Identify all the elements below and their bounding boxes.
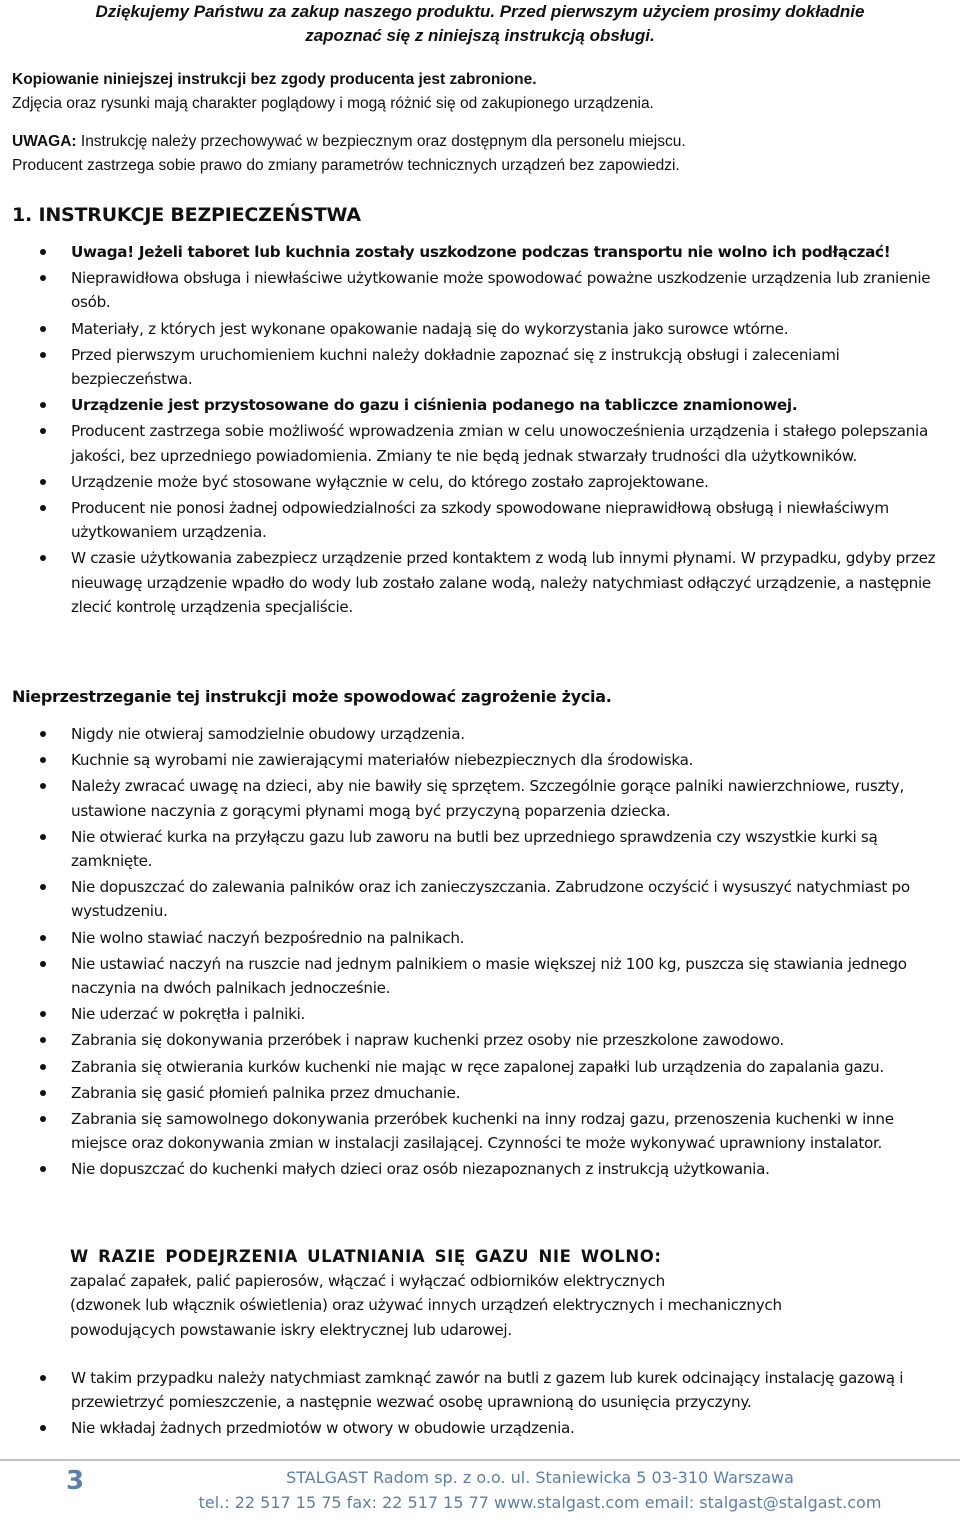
intro-block	[12, 68, 952, 178]
list-item: Producent nie ponosi żadnej odpowiedzialności za szkody spowodowane nieprawidłową obsługą i niewłaściwym użytkowaniem urządzenia.	[0, 496, 945, 544]
footer-contact	[120, 1492, 960, 1514]
safety-list-3	[0, 1366, 945, 1443]
footer-website-link[interactable]: www.stalgast.com	[494, 1493, 640, 1512]
list-item: Urządzenie jest przystosowane do gazu i ciśnienia podanego na tabliczce znamionowej.	[0, 393, 945, 417]
thanks-line-1: Dziękujemy Państwu za zakup naszego produktu. Przed pierwszym użyciem prosimy dokładnie	[95, 2, 865, 21]
copy-notice: Kopiowanie niniejszej instrukcji bez zgody producenta jest zabronione.	[12, 71, 537, 88]
list-item: Nie otwierać kurka na przyłączu gazu lub zaworu na butli bez uprzedniego sprawdzenia czy wszystkie kurki są zamknięte.	[0, 825, 945, 873]
list-item: Zabrania się gasić płomień palnika przez dmuchanie.	[0, 1081, 945, 1105]
uwaga-notice	[12, 130, 952, 154]
images-notice: Zdjęcia oraz rysunki mają charakter poglądowy i mogą różnić się od zakupionego urządzenia.	[12, 95, 654, 112]
list-item: Należy zwracać uwagę na dzieci, aby nie bawiły się sprzętem. Szczególnie gorące palniki nawierzchniowe, ruszty, ustawione naczynia z gorącymi płynami mogą być przyczyną poparzenia dziecka.	[0, 774, 945, 822]
list-item: Zabrania się samowolnego dokonywania przeróbek kuchenki na inny rodzaj gazu, przenoszenia kuchenki w inne miejsce oraz dokonywania zmian w instalacji zasilającej. Czynności te może wykonywać uprawniony instalator.	[0, 1107, 945, 1155]
gas-leak-block	[70, 1245, 950, 1342]
footer-phone-fax: tel.: 22 517 15 75 fax: 22 517 15 77	[198, 1493, 489, 1512]
list-item: Uwaga! Jeżeli taboret lub kuchnia zostały uszkodzone podczas transportu nie wolno ich podłączać!	[0, 240, 945, 264]
safety-list-1	[0, 240, 945, 621]
thanks-header	[0, 0, 960, 48]
page-number: 3	[66, 1466, 85, 1496]
thanks-line-2: zapoznać się z niniejszą instrukcją obsługi.	[305, 26, 655, 45]
footer-company: STALGAST Radom sp. z o.o. ul. Staniewicka 5 03-310 Warszawa	[286, 1468, 794, 1487]
list-item: Przed pierwszym uruchomieniem kuchni należy dokładnie zapoznać się z instrukcją obsługi i zaleceniami bezpieczeństwa.	[0, 343, 945, 391]
gas-leak-line-2: (dzwonek lub włącznik oświetlenia) oraz używać innych urządzeń elektrycznych i mechanicznych	[70, 1296, 782, 1315]
footer-divider	[0, 1459, 960, 1461]
list-item: Producent zastrzega sobie możliwość wprowadzenia zmian w celu unowocześnienia urządzenia i stałego polepszania jakości, bez uprzedniego powiadomienia. Zmiany te nie będą jednak stwarzały trudności dla użytkowników.	[0, 419, 945, 467]
list-item: Nie dopuszczać do kuchenki małych dzieci oraz osób niezapoznanych z instrukcją użytkowania.	[0, 1157, 945, 1181]
section-title: 1. INSTRUKCJE BEZPIECZEŃSTWA	[12, 204, 361, 226]
safety-list-2	[0, 722, 945, 1184]
life-warning: Nieprzestrzeganie tej instrukcji może spowodować zagrożenie życia.	[12, 687, 612, 706]
footer-email[interactable]: email: stalgast@stalgast.com	[644, 1493, 882, 1512]
list-item: Nie ustawiać naczyń na ruszcie nad jednym palnikiem o masie większej niż 100 kg, puszcza się stawiania jednego naczynia na dwóch palnikach jednocześnie.	[0, 952, 945, 1000]
list-item: Materiały, z których jest wykonane opakowanie nadają się do wykorzystania jako surowce wtórne.	[0, 317, 945, 341]
list-item: Nie wkładaj żadnych przedmiotów w otwory w obudowie urządzenia.	[0, 1416, 945, 1440]
gas-leak-line-3: powodujących powstawanie iskry elektrycznej lub udarowej.	[70, 1320, 512, 1339]
list-item: Nigdy nie otwieraj samodzielnie obudowy urządzenia.	[0, 722, 945, 746]
list-item: Kuchnie są wyrobami nie zawierającymi materiałów niebezpiecznych dla środowiska.	[0, 748, 945, 772]
uwaga-label: UWAGA:	[12, 133, 77, 150]
list-item: W takim przypadku należy natychmiast zamknąć zawór na butli z gazem lub kurek odcinający instalację gazową i przewietrzyć pomieszczenie, a następnie wezwać osobę uprawnioną do usunięcia przyczyny.	[0, 1366, 945, 1414]
list-item: W czasie użytkowania zabezpiecz urządzenie przed kontaktem z wodą lub innymi płynami. W przypadku, gdyby przez nieuwagę urządzenie wpadło do wody lub zostało zalane wodą, należy natychmiast odłączyć urządzenie, a następnie zlecić kontrolę urządzenia specjaliście.	[0, 546, 945, 619]
gas-leak-title: W RAZIE PODEJRZENIA ULATNIANIA SIĘ GAZU NIE WOLNO:	[70, 1247, 662, 1266]
list-item: Nie wolno stawiać naczyń bezpośrednio na palnikach.	[0, 926, 945, 950]
list-item: Zabrania się dokonywania przeróbek i napraw kuchenki przez osoby nie przeszkolone zawodowo.	[0, 1028, 945, 1052]
list-item: Zabrania się otwierania kurków kuchenki nie mając w ręce zapalonej zapałki lub urządzenia do zapalania gazu.	[0, 1055, 945, 1079]
list-item: Nie dopuszczać do zalewania palników oraz ich zanieczyszczania. Zabrudzone oczyścić i wysuszyć natychmiast po wystudzeniu.	[0, 875, 945, 923]
list-item: Nieprawidłowa obsługa i niewłaściwe użytkowanie może spowodować poważne uszkodzenie urządzenia lub zranienie osób.	[0, 266, 945, 314]
producer-notice: Producent zastrzega sobie prawo do zmiany parametrów technicznych urządzeń bez zapowiedzi.	[12, 157, 680, 174]
list-item: Nie uderzać w pokrętła i palniki.	[0, 1002, 945, 1026]
gas-leak-line-1: zapalać zapałek, palić papierosów, włączać i wyłączać odbiorników elektrycznych	[70, 1272, 666, 1291]
list-item: Urządzenie może być stosowane wyłącznie w celu, do którego zostało zaprojektowane.	[0, 470, 945, 494]
uwaga-text: Instrukcję należy przechowywać w bezpiecznym oraz dostępnym dla personelu miejscu.	[76, 133, 686, 150]
